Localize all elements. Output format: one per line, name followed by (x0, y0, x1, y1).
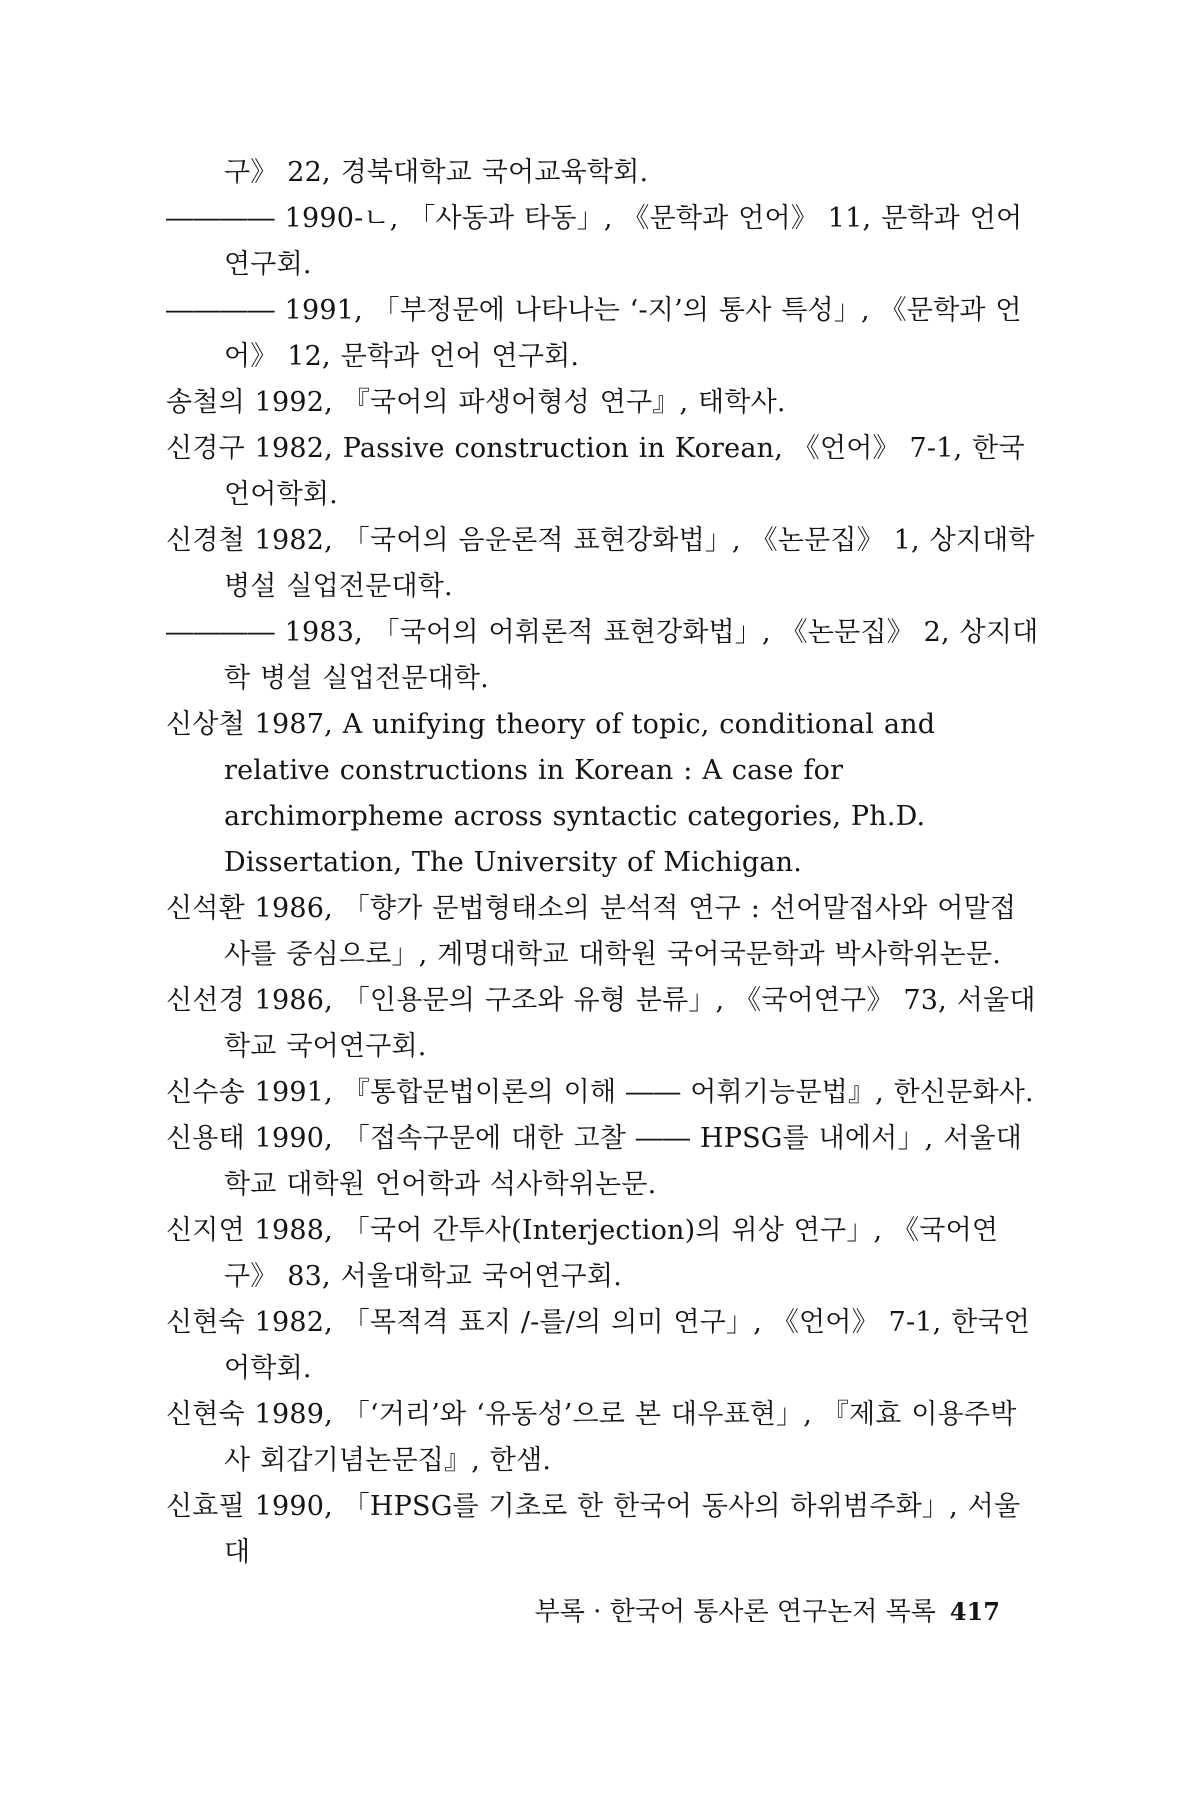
bibliography-entry: 송철의 1992, 『국어의 파생어형성 연구』, 태학사. (166, 387, 786, 418)
page-footer (535, 1592, 1000, 1632)
bibliography-entry: ―――― 1990-ㄴ, 「사동과 타동」, 《문학과 언어》 11, 문학과 언어 연구회. (166, 203, 1023, 280)
bibliography-list (166, 150, 1040, 1576)
bibliography-entry: 신수송 1991, 『통합문법이론의 이해 ―― 어휘기능문법』, 한신문화사. (166, 1077, 1034, 1108)
bibliography-entry: 신선경 1986, 「인용문의 구조와 유형 분류」, 《국어연구》 73, 서울대학교 국어연구회. (166, 985, 1036, 1062)
bibliography-entry: 신현숙 1989, 「‘거리’와 ‘유동성’으로 본 대우표현」, 『제효 이용주박사 회갑기념논문집』, 한샘. (166, 1399, 1017, 1476)
bibliography-entry: 신지연 1988, 「국어 간투사(Interjection)의 위상 연구」, 《국어연구》 83, 서울대학교 국어연구회. (166, 1215, 999, 1292)
bibliography-entry: 신현숙 1982, 「목적격 표지 /-를/의 의미 연구」, 《언어》 7-1, 한국언어학회. (166, 1307, 1031, 1384)
bibliography-entry: 구》 22, 경북대학교 국어교육학회. (224, 157, 649, 188)
bibliography-entry: 신경구 1982, Passive construction in Korean, 《언어》 7-1, 한국언어학회. (166, 433, 1025, 510)
bibliography-entry: ―――― 1991, 「부정문에 나타나는 ‘-지’의 통사 특성」, 《문학과 언어》 12, 문학과 언어 연구회. (166, 295, 1022, 372)
bibliography-entry: 신용태 1990, 「접속구문에 대한 고찰 ―― HPSG를 내에서」, 서울대학교 대학원 언어학과 석사학위논문. (166, 1123, 1023, 1200)
bibliography-entry: 신상철 1987, A unifying theory of topic, conditional and relative constructions in Korean : A case for archimorpheme across syntactic categories, Ph.D. Dissertation, The University of Michigan. (166, 709, 936, 878)
bibliography-entry: 신경철 1982, 「국어의 음운론적 표현강화법」, 《논문집》 1, 상지대학 병설 실업전문대학. (166, 525, 1035, 602)
bibliography-entry: 신효필 1990, 「HPSG를 기초로 한 한국어 동사의 하위범주화」, 서울대 (166, 1491, 1021, 1568)
running-head: 부록 · 한국어 통사론 연구논저 목록 (534, 1597, 936, 1627)
page-number: 417 (949, 1597, 1000, 1626)
bibliography-entry: ―――― 1983, 「국어의 어휘론적 표현강화법」, 《논문집》 2, 상지대학 병설 실업전문대학. (166, 617, 1039, 694)
bibliography-entry: 신석환 1986, 「향가 문법형태소의 분석적 연구 : 선어말접사와 어말접사를 중심으로」, 계명대학교 대학원 국어국문학과 박사학위논문. (166, 893, 1017, 970)
